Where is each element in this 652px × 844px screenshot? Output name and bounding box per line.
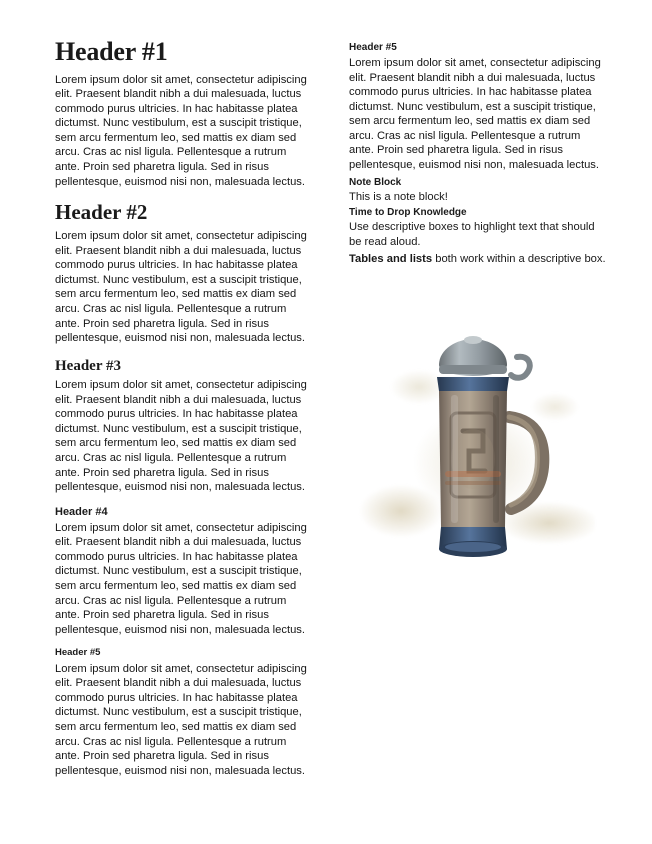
two-column-layout xyxy=(55,38,610,780)
paragraph-1: Lorem ipsum dolor sit amet, consectetur adipiscing elit. Praesent blandit nibh a dui malesuada, luctus commodo purus ultricies. In hac habitasse platea dictumst. Nunc vestibulum, est a suscipit tristique, sem arcu fermentum leo, sed mattis ex diam sed arcu. Cras ac nisl ligula. Pellentesque a rutrum ante. Proin sed pharetra ligula. Sed in risus pellentesque, euismod nisi non, malesuada lectus. xyxy=(55,73,307,188)
paragraph-3: Lorem ipsum dolor sit amet, consectetur adipiscing elit. Praesent blandit nibh a dui malesuada, luctus commodo purus ultricies. In hac habitasse platea dictumst. Nunc vestibulum, est a suscipit tristique, sem arcu fermentum leo, sed mattis ex diam sed arcu. Cras ac nisl ligula. Pellentesque a rutrum ante. Proin sed pharetra ligula. Sed in risus pellentesque, euismod nisi non, malesuada lectus. xyxy=(55,379,307,494)
beer-stein-illustration xyxy=(349,313,607,593)
descriptive-block-text: Use descriptive boxes to highlight text that should be read aloud. xyxy=(349,221,595,248)
paragraph-2: Lorem ipsum dolor sit amet, consectetur adipiscing elit. Praesent blandit nibh a dui malesuada, luctus commodo purus ultricies. In hac habitasse platea dictumst. Nunc vestibulum, est a suscipit tristique, sem arcu fermentum leo, sed mattis ex diam sed arcu. Cras ac nisl ligula. Pellentesque a rutrum ante. Proin sed pharetra ligula. Sed in risus pellentesque, euismod nisi non, malesuada lectus. xyxy=(55,230,307,345)
left-column xyxy=(55,38,313,780)
heading-3: Header #3 xyxy=(55,357,121,374)
descriptive-block-emphasis: Tables and lists xyxy=(349,253,433,266)
descriptive-block-emphasis-line xyxy=(349,252,607,267)
stein-figure xyxy=(405,321,555,586)
descriptive-block-emphasis-tail: both work within a descriptive box. xyxy=(432,253,606,266)
right-heading-5: Header #5 xyxy=(349,42,397,53)
heading-4: Header #4 xyxy=(55,505,108,518)
note-block-title: Note Block xyxy=(349,176,402,188)
descriptive-block-title: Time to Drop Knowledge xyxy=(349,207,467,219)
heading-5: Header #5 xyxy=(55,647,101,659)
right-column xyxy=(349,38,607,593)
note-block-text: This is a note block! xyxy=(349,190,448,203)
heading-2: Header #2 xyxy=(55,200,148,225)
heading-1: Header #1 xyxy=(55,37,168,66)
paragraph-5: Lorem ipsum dolor sit amet, consectetur adipiscing elit. Praesent blandit nibh a dui malesuada, luctus commodo purus ultricies. In hac habitasse platea dictumst. Nunc vestibulum, est a suscipit tristique, sem arcu fermentum leo, sed mattis ex diam sed arcu. Cras ac nisl ligula. Pellentesque a rutrum ante. Proin sed pharetra ligula. Sed in risus pellentesque, euismod nisi non, malesuada lectus. xyxy=(55,662,307,777)
right-paragraph: Lorem ipsum dolor sit amet, consectetur adipiscing elit. Praesent blandit nibh a dui malesuada, luctus commodo purus ultricies. In hac habitasse platea dictumst. Nunc vestibulum, est a suscipit tristique, sem arcu fermentum leo, sed mattis ex diam sed arcu. Cras ac nisl ligula. Pellentesque a rutrum ante. Proin sed pharetra ligula. Sed in risus pellentesque, euismod nisi non, malesuada lectus. xyxy=(349,57,601,171)
paragraph-4: Lorem ipsum dolor sit amet, consectetur adipiscing elit. Praesent blandit nibh a dui malesuada, luctus commodo purus ultricies. In hac habitasse platea dictumst. Nunc vestibulum, est a suscipit tristique, sem arcu fermentum leo, sed mattis ex diam sed arcu. Cras ac nisl ligula. Pellentesque a rutrum ante. Proin sed pharetra ligula. Sed in risus pellentesque, euismod nisi non, malesuada lectus. xyxy=(55,521,307,636)
stein-icon xyxy=(405,321,555,581)
